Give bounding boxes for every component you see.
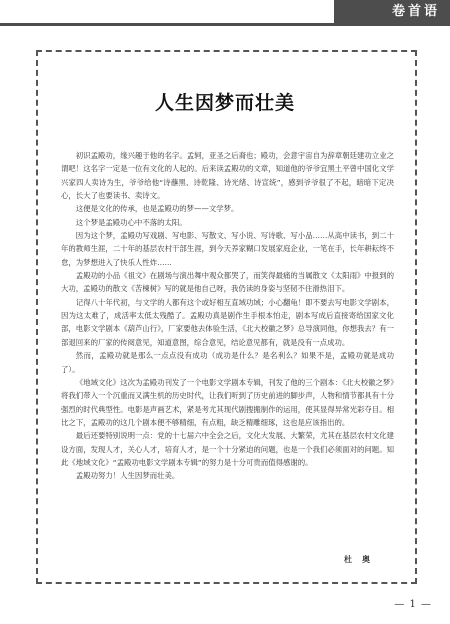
- article-body: [61, 149, 394, 483]
- paragraph: 孟殿功努力！人生因梦而壮美。: [75, 471, 180, 481]
- header-section-tab: 卷首语: [334, 0, 450, 23]
- paragraph: 然而，孟殿功就是那么一点点没有成功（成功是什么？是名利么？如果不是，孟殿功就是成功了）。: [61, 351, 394, 374]
- header-rule: [0, 23, 450, 26]
- paragraph: 初识孟殿功，缘兴趣于他的名字。孟轲，亚圣之后裔也；殿功，会意宇宙自为辞章朝廷建功立业之谓吧！这名字一定是一位有文化的人起的。后来读孟殿功的文章，知道他的爷爷宜黑土平曾中国化文学兴家四人卖诗为生，爷爷给他“诗蘸黑、诗乾隆、诗光绪、诗宣统”，感到爷爷很了不起，暗暗下定决心，长大了也要读书、卖诗文。: [61, 151, 394, 201]
- paragraph: 《地域文化》这次为孟殿功刊发了一个电影文学剧本专辑，刊发了他的三个剧本：《北大校徽之梦》将我们带入一个沉重而又满生机的历史时代，让我们听到了历史前进的脚步声，人物和情节都具有十分强烈的时代典型性。电影是声画艺术，紧是考尤其现代剧搜搬制作的运用，使其显得异常光彩夺目。相比之下，孟殿功的这几个剧本便不够精细，有点粗，缺乏精雕细琢，这也是应该指出的。: [61, 377, 394, 427]
- paragraph: 这个梦是孟殿功心中不落的太阳。: [75, 217, 187, 227]
- paragraph: 最后还要特别说明一点：党的十七届六中全会之后，文化大发展、大繁荣，尤其在基层农村文化建设方面，发现人才，关心人才，培育人才，是一个十分紧迫的问题，也是一个我们必须面对的问题。知此《地域文化》“孟殿功电影文学剧本专辑”的努力是十分可贵而值得感谢的。: [61, 431, 394, 467]
- author-signature: 杜奥: [344, 554, 380, 564]
- paragraph: 记得八十年代初，与文学的人都有这个或好相互直域功域；小心翻龟！即不要去写电影文学剧本，因为这太难了，成活率太低太残酷了。孟殿功真是剧作生手根本怕走，剧本写成后直接寄给国家文化部，电影文学剧本《葫芦山行》，厂家要他去体验生活，《北大校徽之梦》总导演同他，你想我去？有一部退回来的厂家的传阅意见，知道意图，综合意见，结论意见都有，就是没有一点成功。: [61, 297, 394, 347]
- paragraph: 这便是文化的传承，也是孟殿功的梦——文学梦。: [75, 204, 239, 214]
- page-number: — 1 —: [394, 599, 432, 610]
- article-title: 人生因梦而壮美: [154, 92, 295, 114]
- paragraph: 因为这个梦，孟殿功写戏剧、写电影、写散文、写小说、写诗歌、写小品……从高中读书，到二十年的教师生涯，二十年的基层农村干部生涯，到今天养家糊口发展家庭企业，一笔在手，长年耕耘终不怠，为梦想进入了快乐人性炸……: [61, 231, 394, 267]
- paragraph: 孟殿功的小品《祖文》在剧场与演出舞中观众都哭了，而笑得最痛的当属散文《太阳雨》中报到的大功，孟殿功的散文《苦楝树》写的就是他自己呀，我仍读的身姿与坚韧不住滑热泪下。: [61, 271, 394, 294]
